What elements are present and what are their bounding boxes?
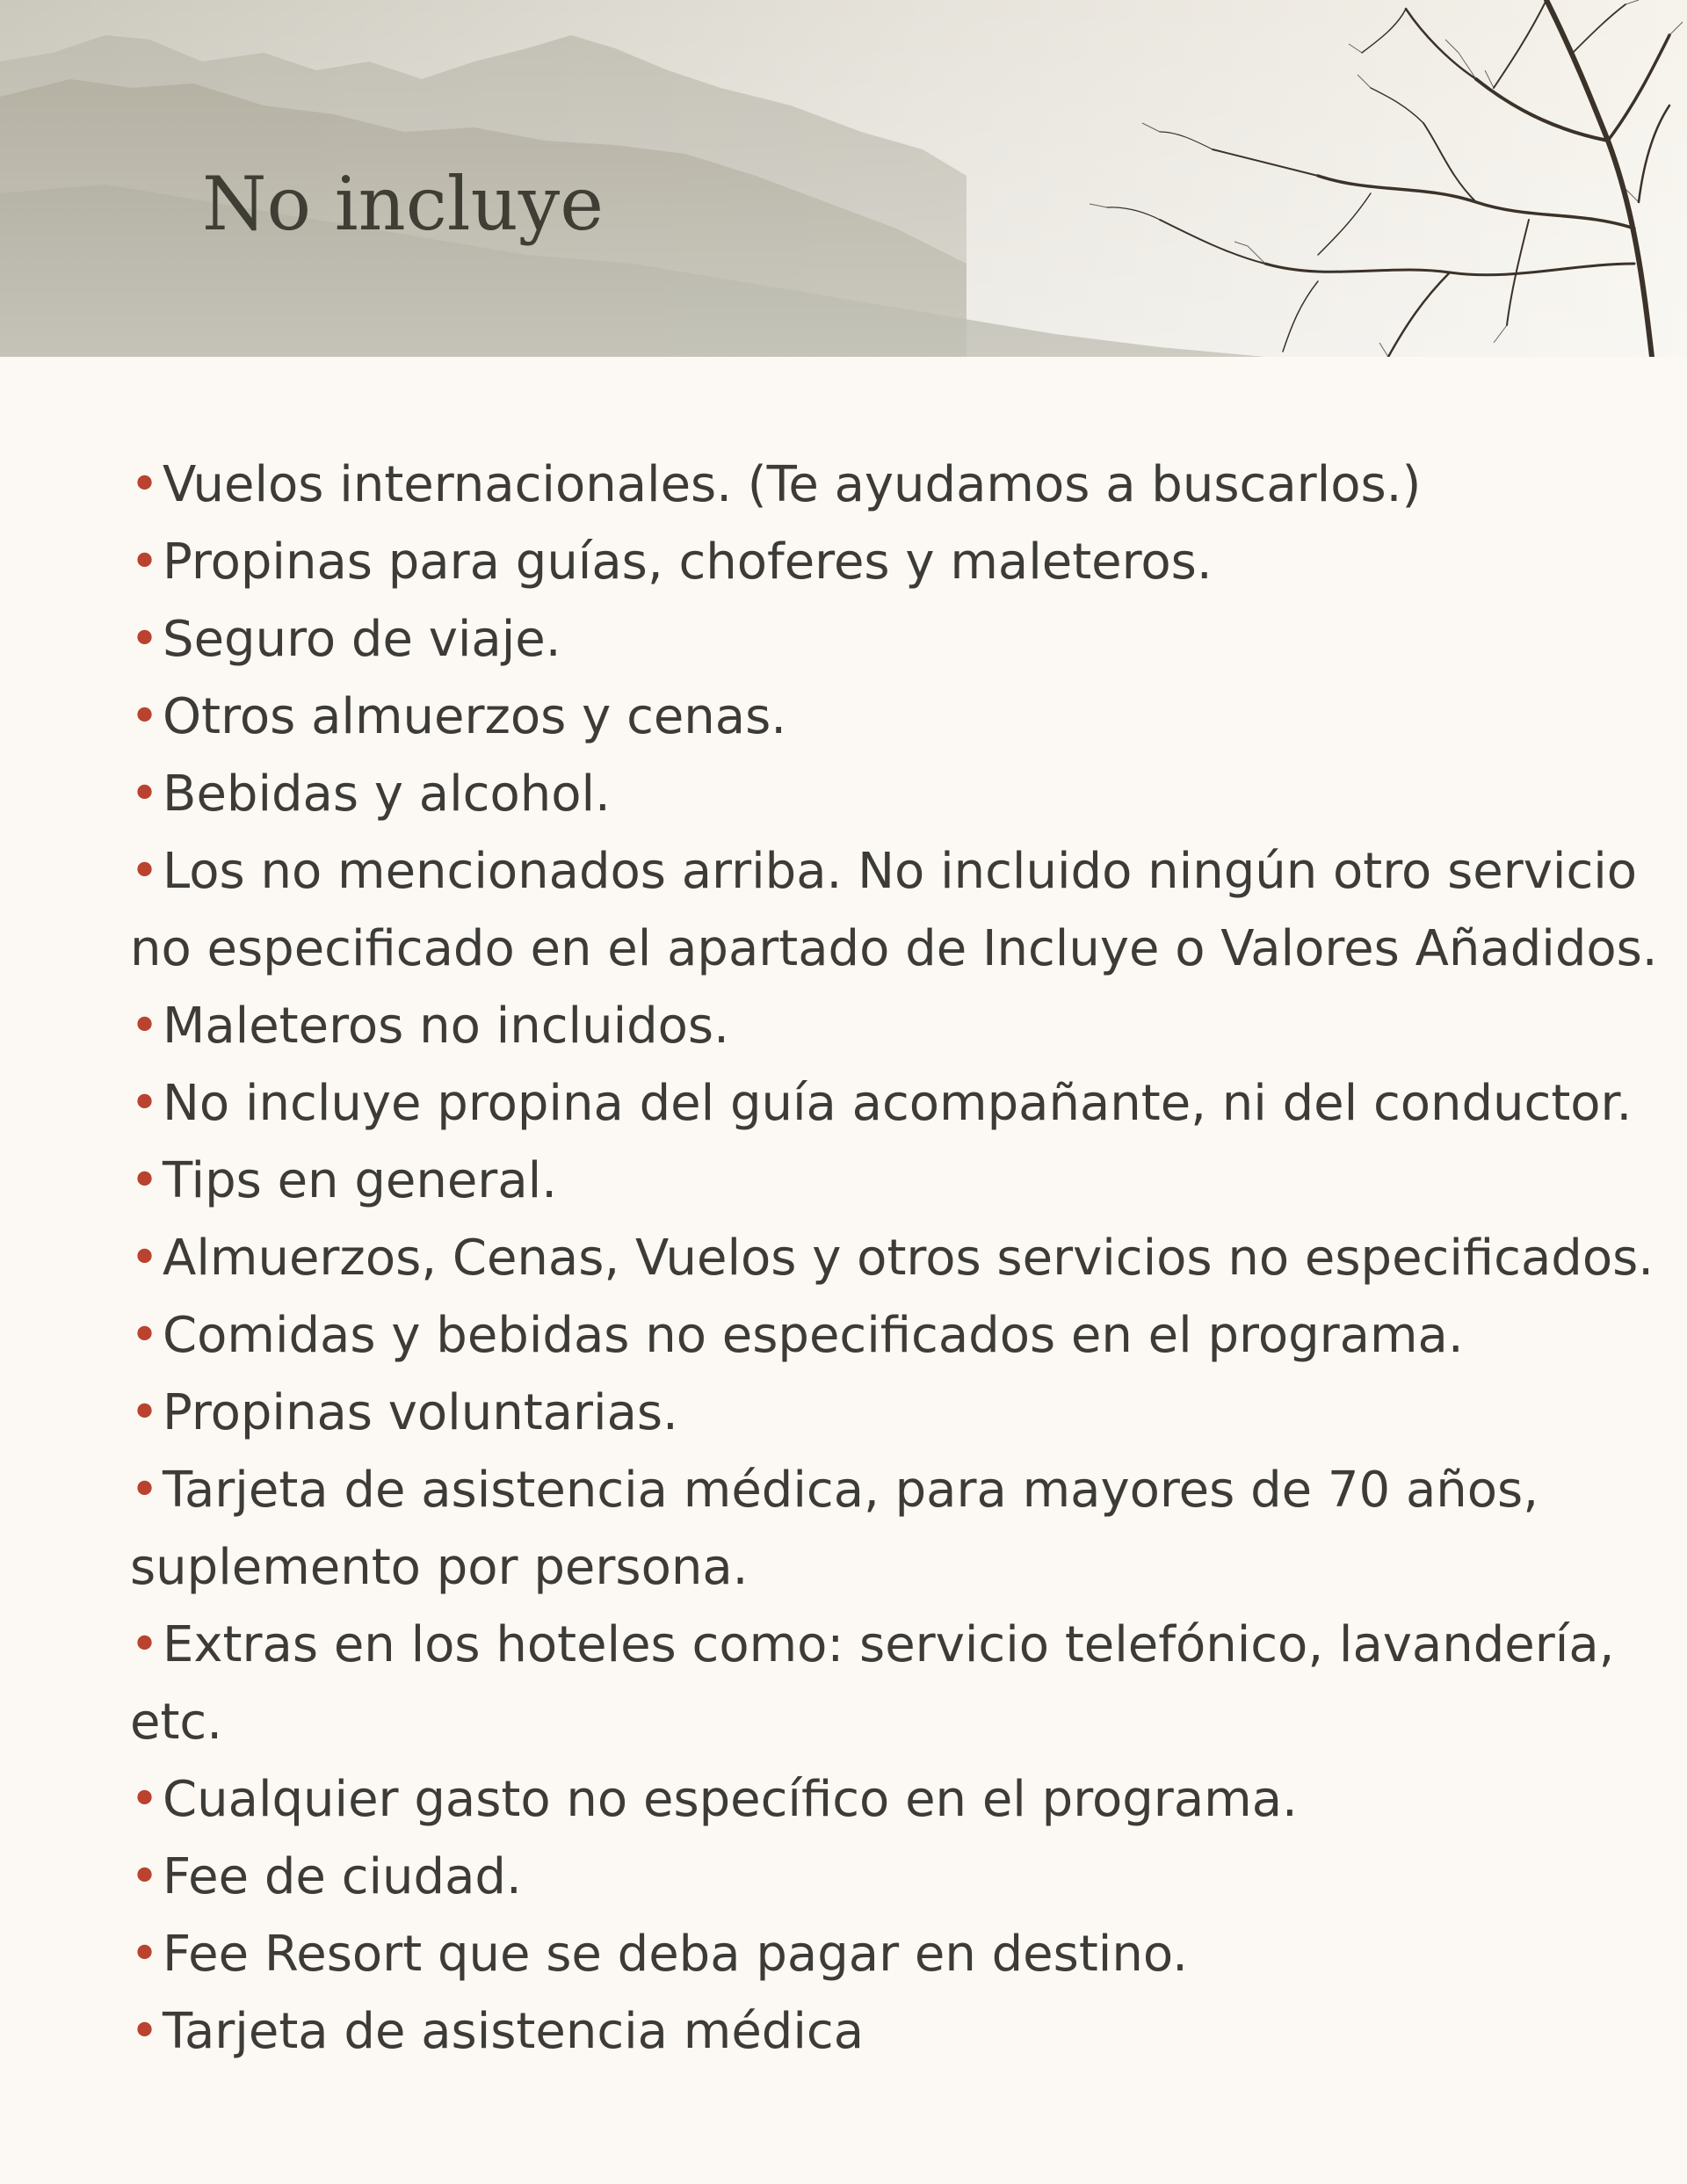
list-item-text: Maleteros no incluidos. [163, 998, 729, 1055]
bullet-icon: • [130, 1307, 160, 1364]
list-item [130, 678, 1659, 756]
bullet-icon: • [130, 1462, 160, 1519]
list-item [130, 1065, 1659, 1143]
header-banner [0, 0, 1687, 357]
bullet-icon: • [130, 533, 160, 591]
list-item [130, 1916, 1659, 1993]
not-included-list [130, 446, 1659, 2071]
list-item [130, 833, 1659, 988]
list-item-text: Tarjeta de asistencia médica, para mayores de 70 años, suplemento por persona. [130, 1462, 1539, 1596]
list-item [130, 1993, 1659, 2071]
list-item-text: No incluye propina del guía acompañante, ni del conductor. [163, 1075, 1633, 1132]
list-item-text: Los no mencionados arriba. No incluido ningún otro servicio no especificado en el apartado de Incluye o Valores Añadidos. [130, 843, 1658, 977]
list-item-text: Comidas y bebidas no especificados en el programa. [163, 1307, 1464, 1364]
list-item-text: Cualquier gasto no específico en el programa. [163, 1771, 1298, 1828]
bullet-icon: • [130, 1230, 160, 1287]
bullet-icon: • [130, 1075, 160, 1132]
bullet-icon: • [130, 2003, 160, 2060]
bullet-icon: • [130, 456, 160, 513]
bullet-icon: • [130, 843, 160, 900]
list-item-text: Propinas para guías, choferes y maleteros. [163, 533, 1213, 591]
list-item [130, 1607, 1659, 1761]
list-item-text: Propinas voluntarias. [163, 1384, 678, 1441]
list-item [130, 1375, 1659, 1452]
page-title: No incluye [202, 161, 604, 247]
list-item-text: Almuerzos, Cenas, Vuelos y otros servicios no especificados. [163, 1230, 1654, 1287]
list-item-text: Bebidas y alcohol. [163, 765, 611, 823]
list-item-text: Fee Resort que se deba pagar en destino. [163, 1926, 1188, 1983]
bullet-icon: • [130, 1771, 160, 1828]
list-item [130, 988, 1659, 1065]
list-item [130, 1297, 1659, 1375]
list-item [130, 1761, 1659, 1839]
list-item-text: Seguro de viaje. [163, 611, 561, 668]
list-item [130, 601, 1659, 678]
list-item [130, 446, 1659, 524]
bullet-icon: • [130, 765, 160, 823]
list-item-text: Extras en los hoteles como: servicio telefónico, lavandería, etc. [130, 1616, 1615, 1751]
list-item-text: Otros almuerzos y cenas. [163, 688, 787, 745]
list-item [130, 1839, 1659, 1916]
list-item-text: Tarjeta de asistencia médica [163, 2003, 865, 2060]
list-item [130, 1220, 1659, 1297]
bullet-icon: • [130, 688, 160, 745]
bullet-icon: • [130, 1384, 160, 1441]
list-item-text: Vuelos internacionales. (Te ayudamos a buscarlos.) [163, 456, 1422, 513]
bullet-icon: • [130, 1926, 160, 1983]
bullet-icon: • [130, 1616, 160, 1673]
bullet-icon: • [130, 1152, 160, 1209]
list-item [130, 756, 1659, 833]
list-item-text: Fee de ciudad. [163, 1848, 522, 1905]
list-item [130, 1452, 1659, 1607]
bullet-icon: • [130, 1848, 160, 1905]
list-item [130, 524, 1659, 601]
list-item-text: Tips en general. [163, 1152, 557, 1209]
bullet-icon: • [130, 998, 160, 1055]
bullet-icon: • [130, 611, 160, 668]
list-item [130, 1143, 1659, 1220]
